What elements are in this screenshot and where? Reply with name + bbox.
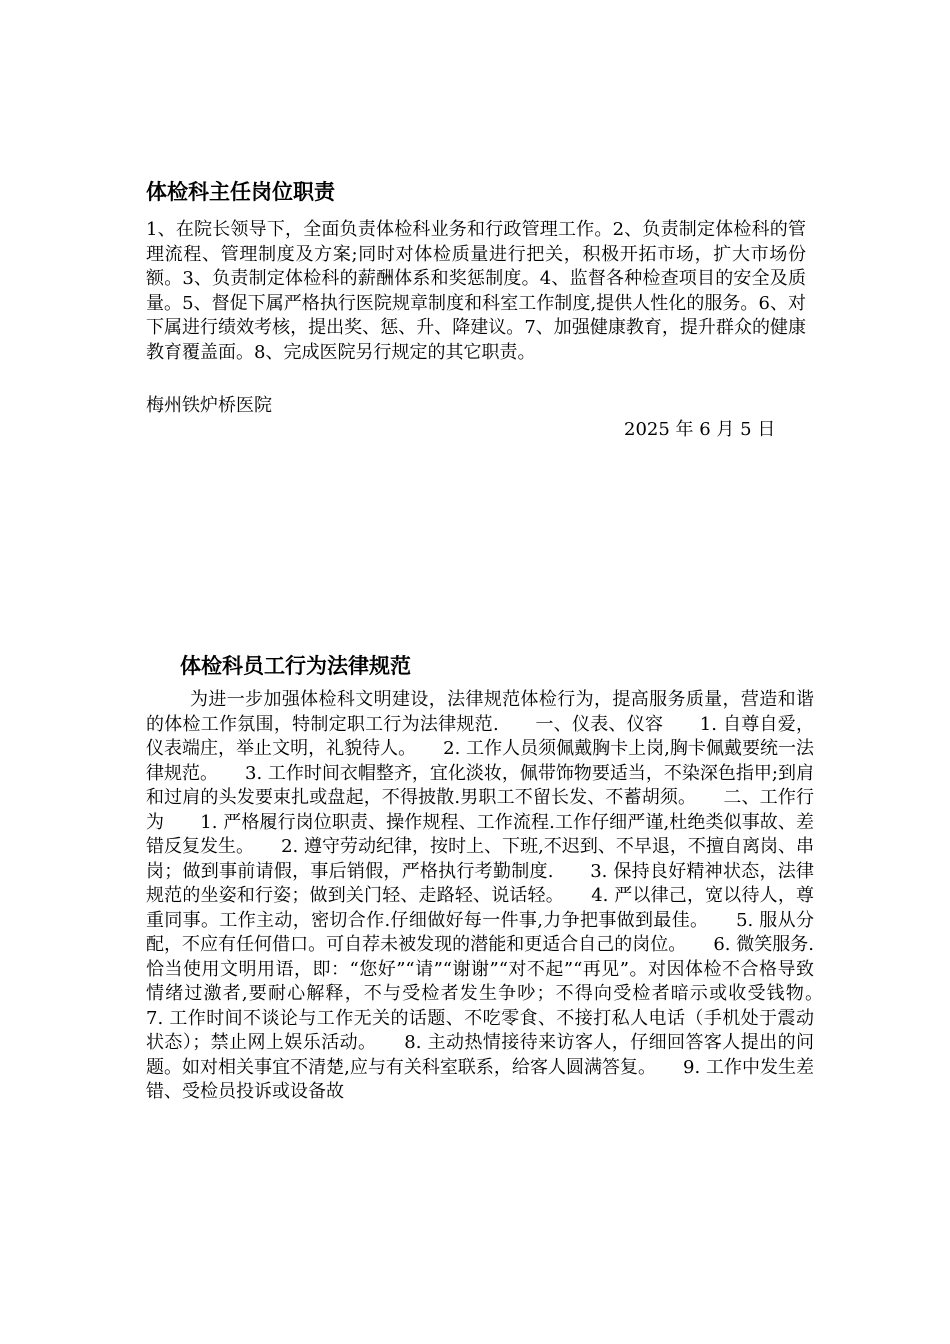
staff-conduct-paragraph: 为进一步加强体检科文明建设，法律规范体检行为，提高服务质量，营造和谐的体检工作氛围，特制定职工行为法律规范. 一、仪表、仪容 1. 自尊自爱，仪表端庄，举止文明，礼貌待人。 2. 工作人员须佩戴胸卡上岗,胸卡佩戴要统一法律规范。 3. 工作时间衣帽整齐，宜化淡妆，佩带饰物要适当，不染深色指甲;到肩和过肩的头发要束扎或盘起，不得披散.男职工不留长发、不蓄胡须。 二、工作行为 1. 严格履行岗位职责、操作规程、工作流程.工作仔细严谨,杜绝类似事故、差错反复发生。 2. 遵守劳动纪律，按时上、下班,不迟到、不早退，不擅自离岗、串岗；做到事前请假，事后销假，严格执行考勤制度. 3. 保持良好精神状态，法律规范的坐姿和行姿；做到关门轻、走路轻、说话轻。 4. 严以律己，宽以待人，尊重同事。工作主动，密切合作.仔细做好每一件事,力争把事做到最佳。 5. 服从分配，不应有任何借口。可自荐未被发现的潜能和更适合自己的岗位。 6. 微笑服务.恰当使用文明用语，即：“您好”“请”“谢谢”“对不起”“再见”。对因体检不合格导致情绪过激者,要耐心解释，不与受检者发生争吵；不得向受检者暗示或收受钱物。 7. 工作时间不谈论与工作无关的话题、不吃零食、不接打私人电话（手机处于震动状态）；禁止网上娱乐活动。 8. 主动热情接待来访客人，仔细回答客人提出的问题。如对相关事宜不清楚,应与有关科室联系，给客人圆满答复。 9. 工作中发生差错、受检员投诉或设备故 — [146, 689, 850, 1102]
section-title-director-duties: 体检科主任岗位职责 — [146, 180, 335, 204]
organization-name: 梅州铁炉桥医院 — [146, 395, 272, 416]
document-date: 2025 年 6 月 5 日 — [624, 419, 776, 440]
section-title-staff-conduct: 体检科员工行为法律规范 — [180, 654, 411, 678]
director-duties-paragraph: 1、在院长领导下，全面负责体检科业务和行政管理工作。2、负责制定体检科的管理流程、管理制度及方案;同时对体检质量进行把关，积极开拓市场，扩大市场份额。3、负责制定体检科的薪酬体系和奖惩制度。4、监督各种检查项目的安全及质量。5、督促下属严格执行医院规章制度和科室工作制度,提供人性化的服务。6、对下属进行绩效考核，提出奖、惩、升、降建议。7、加强健康教育，提升群众的健康教育覆盖面。8、完成医院另行规定的其它职责。 — [146, 219, 806, 363]
